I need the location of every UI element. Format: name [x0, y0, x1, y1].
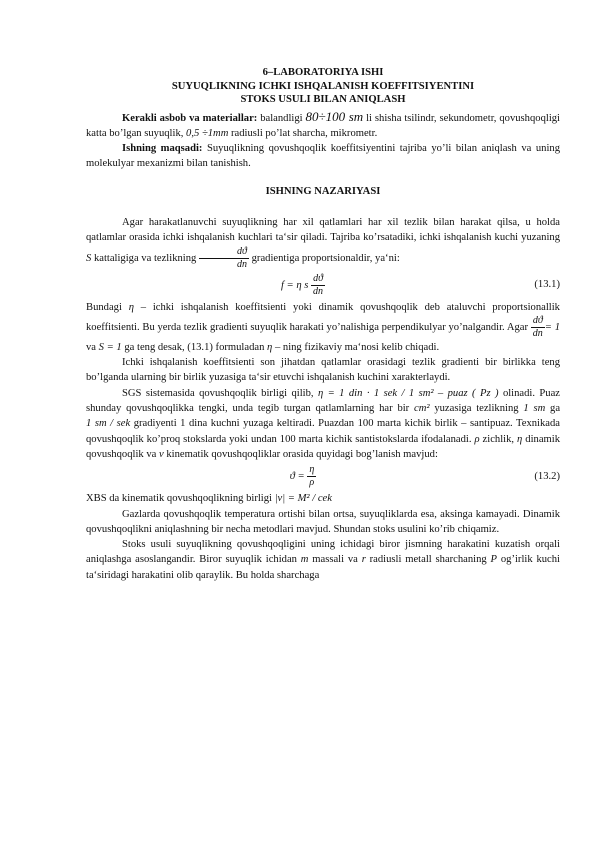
equipment-label: Kerakli asbob va materiallar: — [122, 112, 258, 124]
theory-paragraph-2: Bundagi η – ichki ishqalanish koeffitsienti yoki dinamik qovushqoqlik deb ataluvchi proportsionallik koeffitsienti. Bu yerda tezlik gradienti suyuqlik harakati yo’nalishiga perpendikulyar yo’nalgandir. Agar $\frac{dϑ}{dn}$ = 1 va S = 1 ga teng desak, (13.1) formuladan η – ning fizikaviy ma‘nosi kelib chiqadi. — [86, 301, 560, 353]
equation-13-1 — [86, 273, 560, 298]
mass-symbol: m — [300, 554, 309, 566]
equation-13-2-fraction: $\frac{\eta}{\rho}$ — [309, 464, 315, 489]
weight-symbol: P — [490, 554, 498, 566]
velocity-gradient-fraction: $\frac{dϑ}{dn}$ — [199, 246, 249, 271]
document-page — [86, 66, 560, 583]
unit-area: S = 1 — [98, 341, 122, 353]
equipment-text-3: radiusli po’lat sharcha, mikrometr. — [228, 127, 378, 139]
theory-paragraph-7: Stoks usuli suyuqlikning qovushqoqligini uning ichidagi biror jismning harakatini kuzatish orqali aniqlashga asoslangandir. Biror suyuqlik ichidan m massali va r radiusli metall sharchaning P og’irlik kuchi ta‘siridagi harakatini olib qaraylik. Bu holda sharchaga — [86, 539, 560, 581]
theory-paragraph-1: Agar harakatlanuvchi suyuqlikning har xil qatlamlari har xil tezlik bilan harakat qilsa, u holda qatlamlar orasida ichki ishqalanish kuchlari ta‘sir qiladi. Tajriba ko’rsatadiki, ichki ishqalanish kuchi yuzaning S kattaligiga va tezlikning $\frac{dϑ}{dn}$ gradientiga proportsionaldir, ya‘ni: — [86, 216, 560, 270]
equipment-text-2: li shisha tsilindr, sekundometr, qovushqoqligi katta bo’lgan suyuqlik, — [86, 112, 560, 139]
lab-title-line2: STOKS USULI BILAN ANIQLASH — [240, 94, 406, 105]
lab-number: 6–LABORATORIYA ISHI — [262, 67, 384, 78]
lab-title-line1: SUYUQLIKNING ICHKI ISHQALANISH KOEFFITSIYENTINI — [171, 80, 475, 92]
equipment-text-1: balandligi — [257, 112, 306, 124]
rho-symbol: ρ — [474, 433, 480, 445]
equation-13-1-number: (13.1) — [534, 279, 560, 291]
equation-13-1-lhs: f = η s — [280, 279, 309, 291]
aim-label: Ishning maqsadi: — [122, 143, 203, 155]
eta-symbol: η — [128, 301, 134, 313]
poise-unit-formula: η = 1 din · 1 sek / 1 sm² – puaz ( Pz ) — [317, 387, 499, 399]
ball-radius: 0,5 ÷1mm — [186, 127, 229, 139]
kinematic-unit: |ν| = M² / cek — [274, 493, 332, 505]
unit-gradient-fraction: $\frac{dϑ}{dn}$ — [532, 314, 543, 339]
radius-symbol: r — [361, 554, 366, 566]
theory-paragraph-4: SGS sistemasida qovushqoqlik birligi qilib, η = 1 din · 1 sek / 1 sm² – puaz ( Pz ) olinadi. Puaz shunday qovushqoqlikka tengki, unda tegib turgan qatlamlarning har bir cm² yuzasiga tezlikning 1 sm ga 1 sm / sek gradiyenti 1 dina kuchni yuzaga keltiradi. Puazdan 100 marta kichik birlik – santipuaz. Texnikada qovushqoqlik ko’proq stokslarda yoki undan 100 marta kichik santistokslarda ifodalanadi. ρ zichlik, η dinamik qovushqoqlik va ν kinematik qovushqoqliklar orasida quyidagi bog’lanish mavjud: — [86, 387, 561, 460]
equipment-paragraph — [86, 109, 560, 142]
equation-13-1-fraction: $\frac{dϑ}{dn}$ — [313, 272, 324, 297]
theory-paragraph-6: Gazlarda qovushqoqlik temperatura ortishi bilan ortsa, suyuqliklarda esa, aksinga kamayadi. Dinamik qovushqoqlikni aniqlashning bir necha metodlari mavjud. Shundan stoks usulini ko’rib chiqamiz. — [86, 508, 560, 535]
area-symbol: S — [86, 252, 92, 264]
theory-paragraph-5: XBS da kinematik qovushqoqlikning birligi |ν| = M² / cek — [86, 493, 332, 505]
equation-13-2 — [86, 464, 560, 489]
equation-13-2-number: (13.2) — [534, 471, 560, 483]
aim-paragraph — [86, 141, 560, 172]
theory-paragraph-3: Ichki ishqalanish koeffitsienti son jihatdan qatlamlar orasidagi tezlik gradienti bir birlikka teng bo’lganda ularning bir birlik yuzasiga ta‘sir etuvchi ishqalanish kuchini xarakterlaydi. — [86, 357, 560, 384]
theory-heading: ISHNING NAZARIYASI — [265, 185, 381, 197]
aim-text: Suyuqlikning qovushqoqlik koeffitsiyentini tajriba yo’li bilan aniqlash va uning molekulyar mexanizmi bilan tanishish. — [86, 143, 560, 170]
nu-symbol: ν — [158, 448, 164, 460]
equation-13-2-lhs: ϑ = — [289, 471, 305, 483]
cylinder-height: 80÷100 sm — [305, 108, 364, 124]
